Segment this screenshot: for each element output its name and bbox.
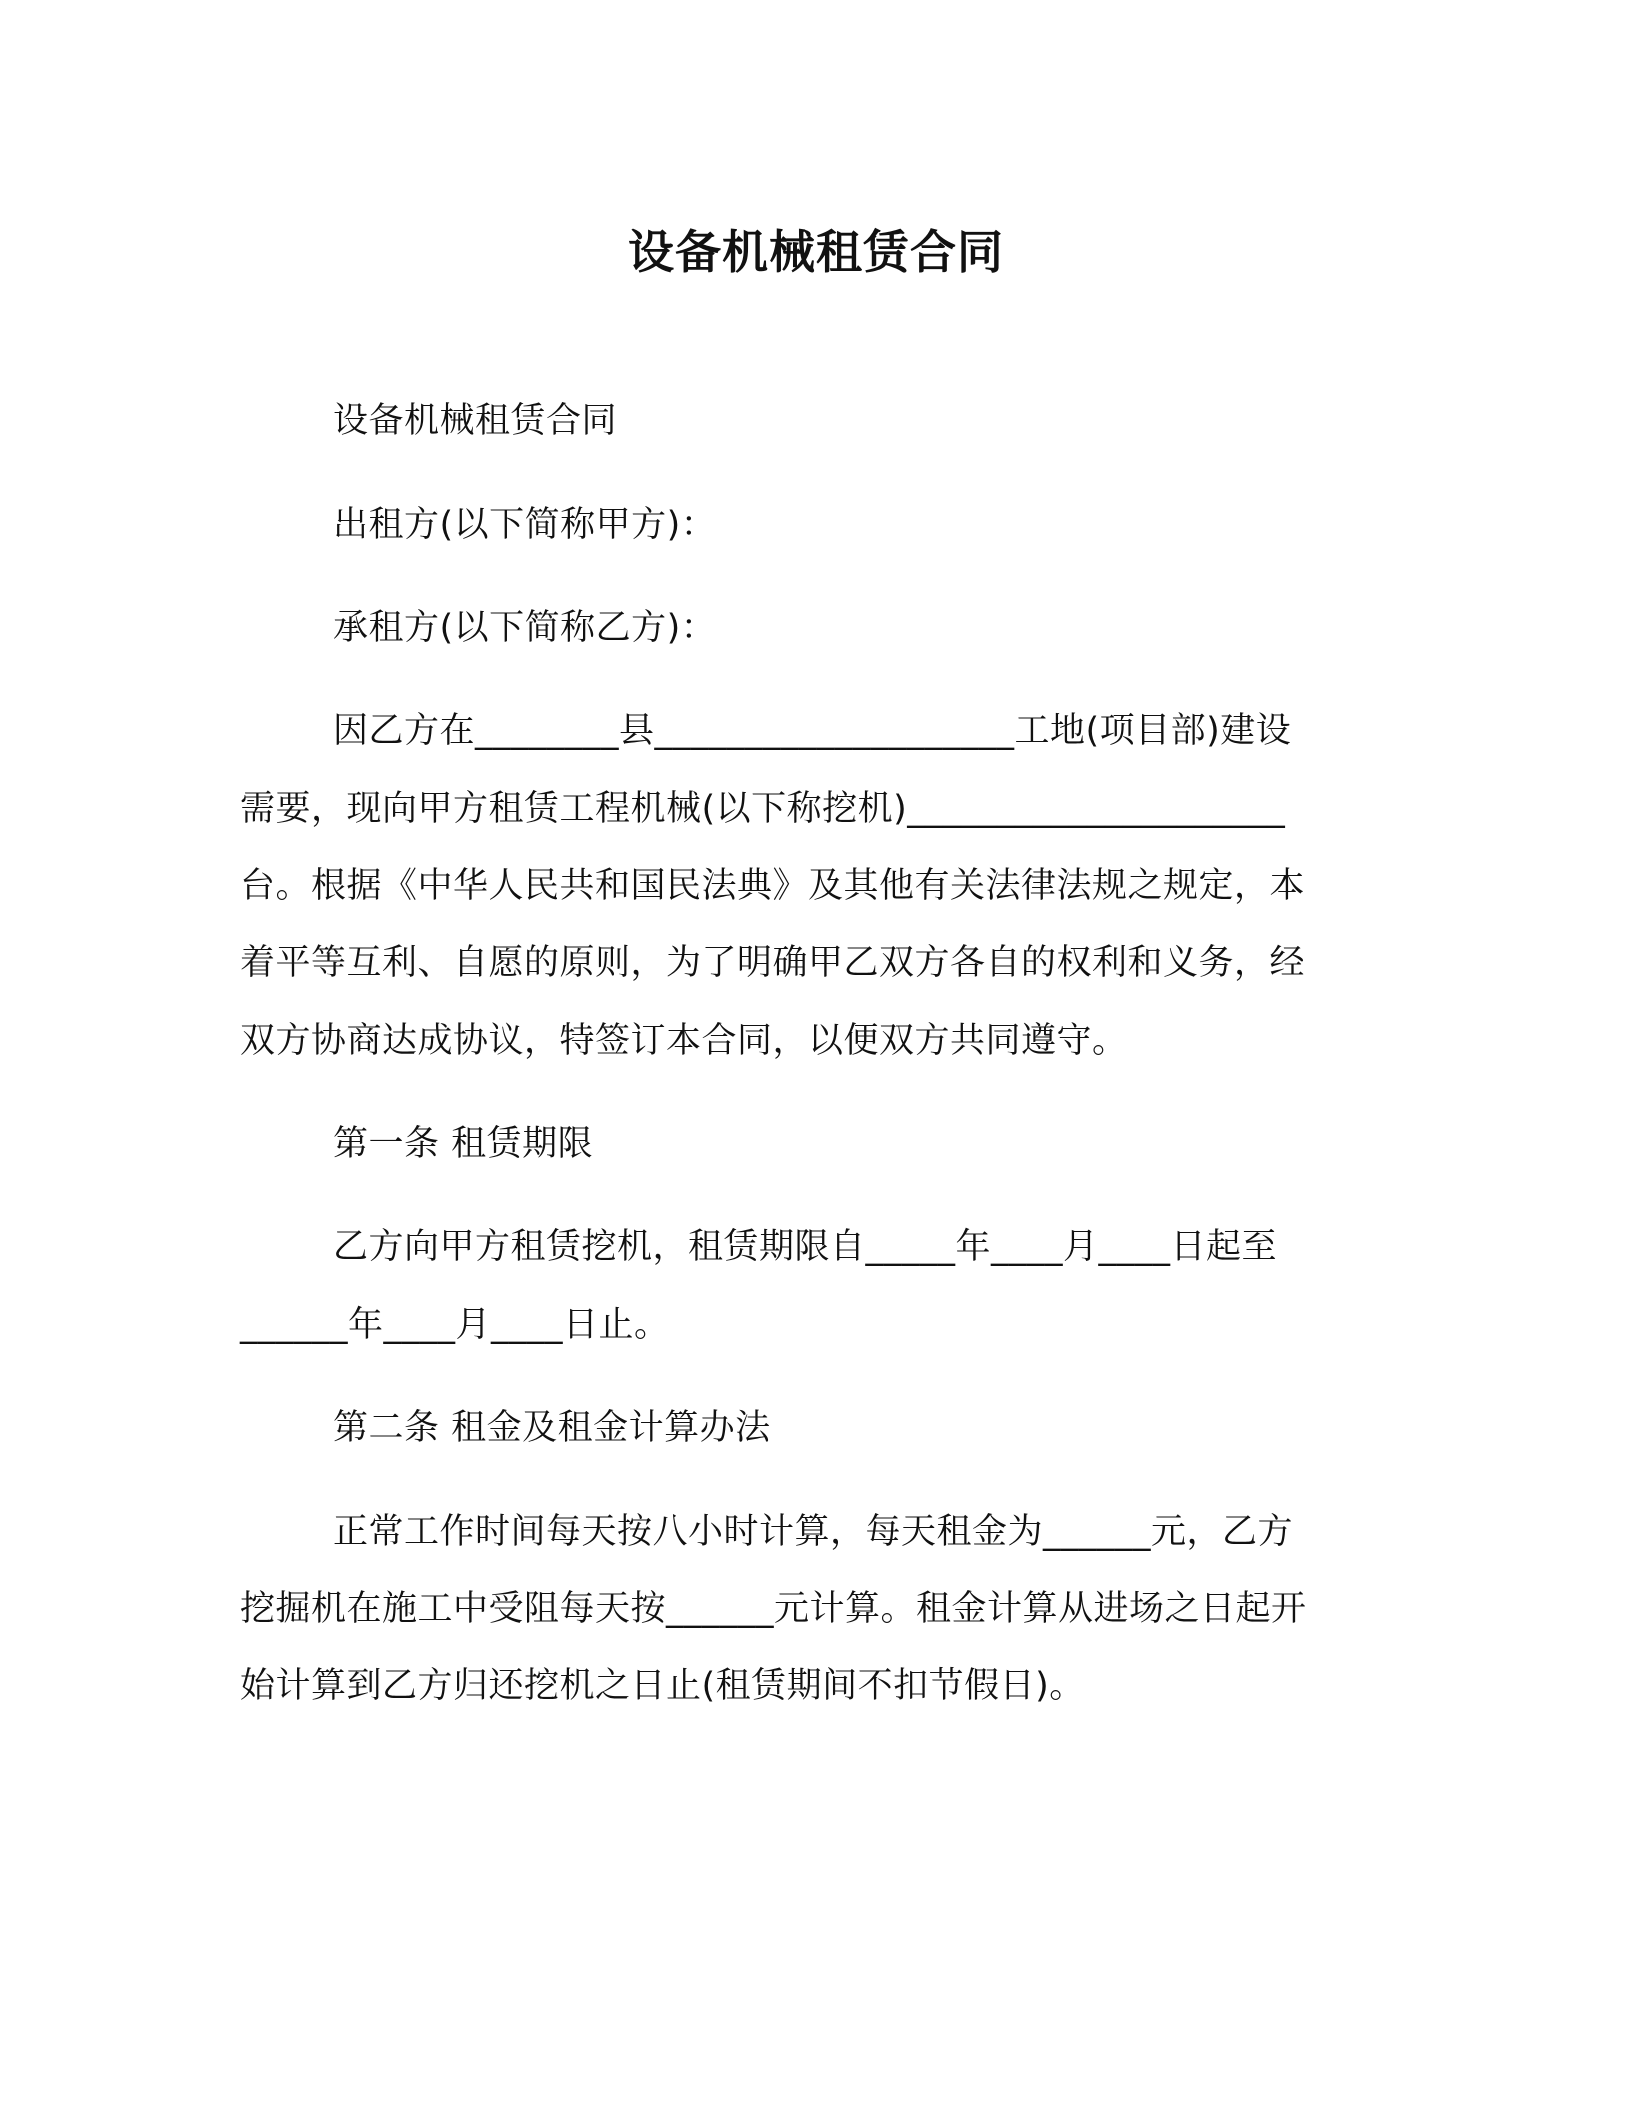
document-title: 设备机械租赁合同 xyxy=(628,225,1004,279)
preamble-line-3: 台。根据《中华人民共和国民法典》及其他有关法律法规之规定，本 xyxy=(240,866,1306,906)
preamble-line-5: 双方协商达成协议，特签订本合同，以便双方共同遵守。 xyxy=(240,1021,1128,1061)
article-2-line-3: 始计算到乙方归还挖机之日止(租赁期间不扣节假日)。 xyxy=(240,1666,1085,1706)
article-1-line-1: 乙方向甲方租赁挖机，租赁期限自_____年____月____日起至 xyxy=(333,1227,1278,1267)
article-2-line-1: 正常工作时间每天按八小时计算，每天租金为______元，乙方 xyxy=(333,1512,1294,1552)
article-1-line-2: ______年____月____日止。 xyxy=(240,1305,670,1345)
preamble-line-1: 因乙方在________县____________________工地(项目部)建设 xyxy=(333,711,1292,751)
article-2-heading: 第二条 租金及租金计算办法 xyxy=(333,1408,771,1448)
article-2-line-2: 挖掘机在施工中受阻每天按______元计算。租金计算从进场之日起开 xyxy=(240,1589,1307,1629)
preamble-line-4: 着平等互利、自愿的原则，为了明确甲乙双方各自的权利和义务，经 xyxy=(240,943,1306,983)
article-1-heading: 第一条 租赁期限 xyxy=(333,1124,594,1164)
contract-heading: 设备机械租赁合同 xyxy=(333,401,618,441)
lessee-line: 承租方(以下简称乙方)： xyxy=(333,608,717,648)
preamble-line-2: 需要，现向甲方租赁工程机械(以下称挖机)_____________________ xyxy=(240,789,1286,829)
lessor-line: 出租方(以下简称甲方)： xyxy=(333,505,717,545)
